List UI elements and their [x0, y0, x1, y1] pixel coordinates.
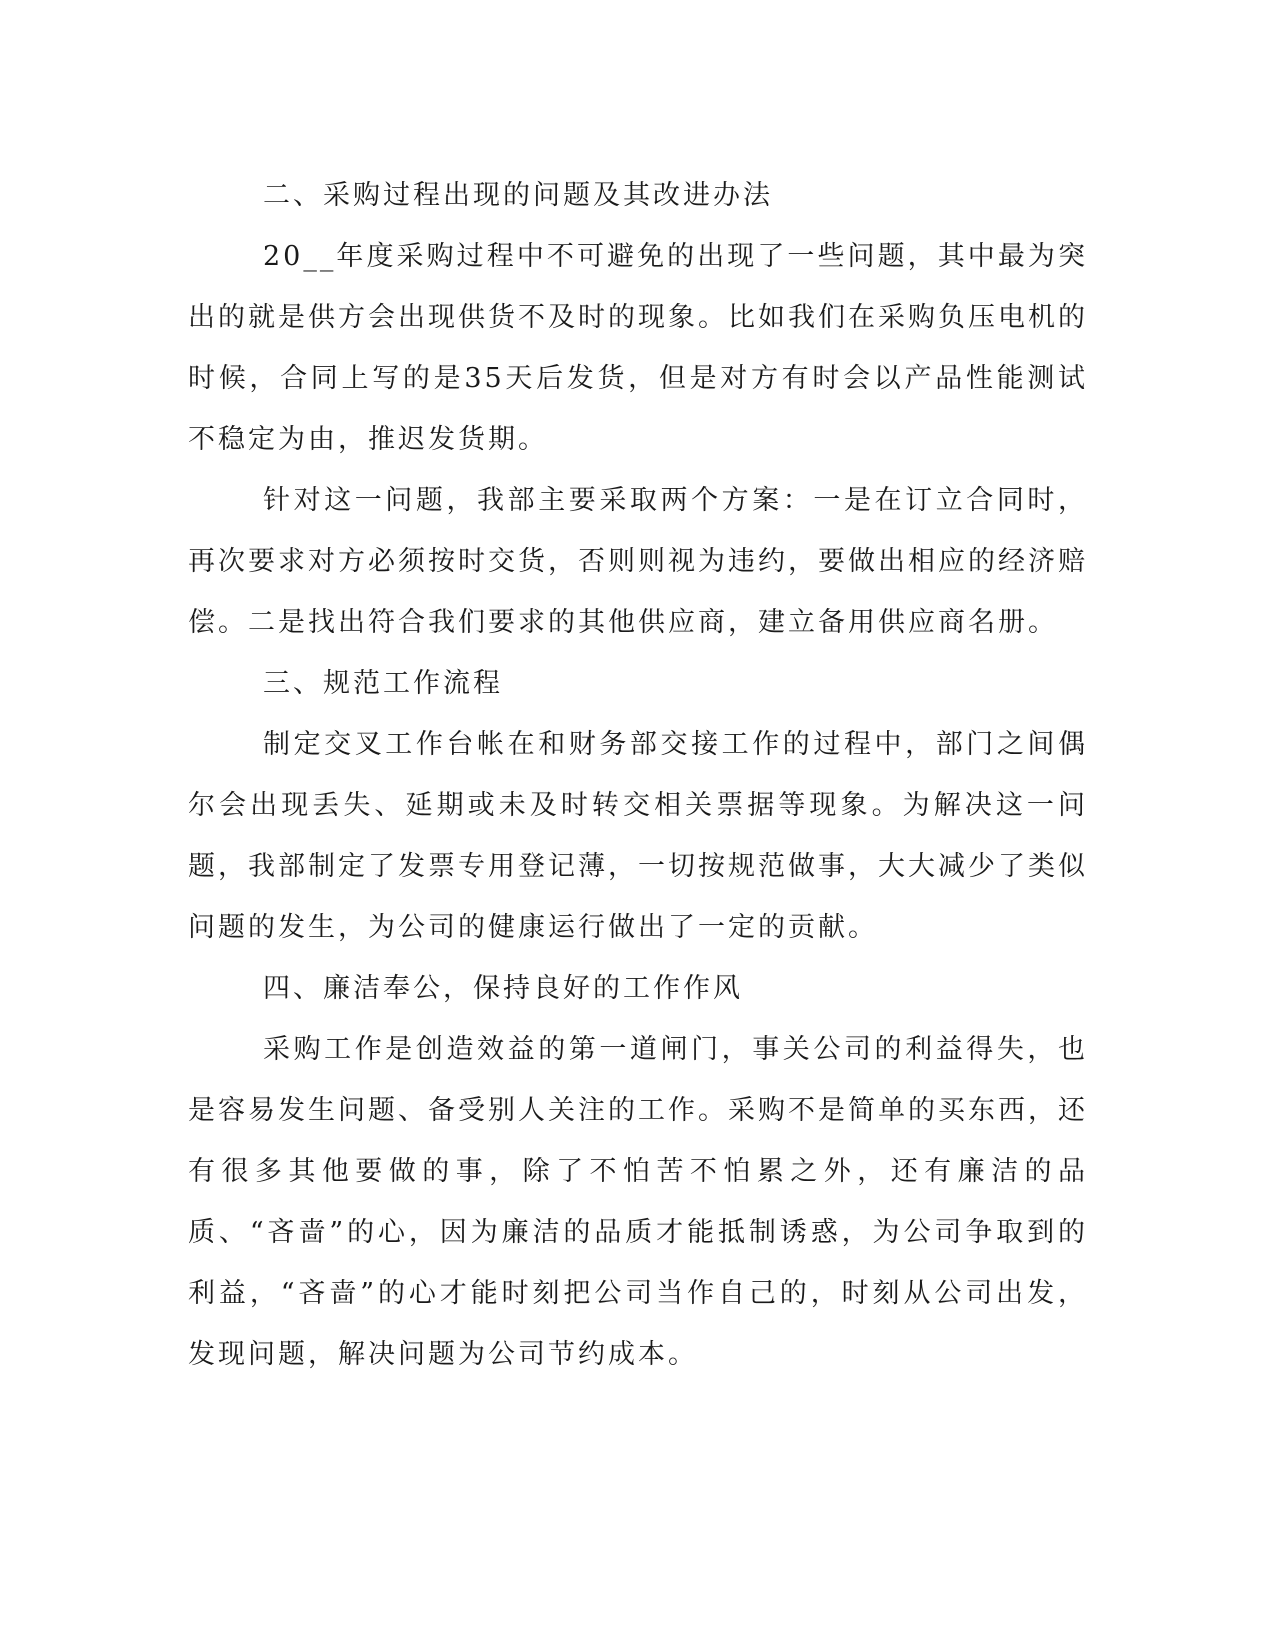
section-heading-workflow: 三、规范工作流程 — [263, 668, 503, 699]
section-heading-procurement-issues: 二、采购过程出现的问题及其改进办法 — [263, 180, 773, 211]
paragraph-integrity: 采购工作是创造效益的第一道闸门，事关公司的利益得失，也是容易发生问题、备受别人关注的工作。采购不是简单的买东西，还有很多其他要做的事，除了不怕苦不怕累之外，还有廉洁的品质、“吝啬”的心，因为廉洁的品质才能抵制诱惑，为公司争取到的利益，“吝啬”的心才能时刻把公司当作自己的，时刻从公司出发，发现问题，解决问题为公司节约成本。 — [188, 1034, 1088, 1370]
section-heading-integrity: 四、廉洁奉公，保持良好的工作作风 — [263, 973, 743, 1004]
paragraph-supply-delay: 20__年度采购过程中不可避免的出现了一些问题，其中最为突出的就是供方会出现供货不及时的现象。比如我们在采购负压电机的时候，合同上写的是35天后发货，但是对方有时会以产品性能测试不稳定为由，推迟发货期。 — [188, 241, 1088, 455]
paragraph-workflow: 制定交叉工作台帐在和财务部交接工作的过程中，部门之间偶尔会出现丢失、延期或未及时转交相关票据等现象。为解决这一问题，我部制定了发票专用登记薄，一切按规范做事，大大减少了类似问题的发生，为公司的健康运行做出了一定的贡献。 — [188, 729, 1088, 943]
document-body — [188, 165, 1088, 1385]
paragraph-solutions: 针对这一问题，我部主要采取两个方案：一是在订立合同时，再次要求对方必须按时交货，否则则视为违约，要做出相应的经济赔偿。二是找出符合我们要求的其他供应商，建立备用供应商名册。 — [188, 485, 1088, 638]
